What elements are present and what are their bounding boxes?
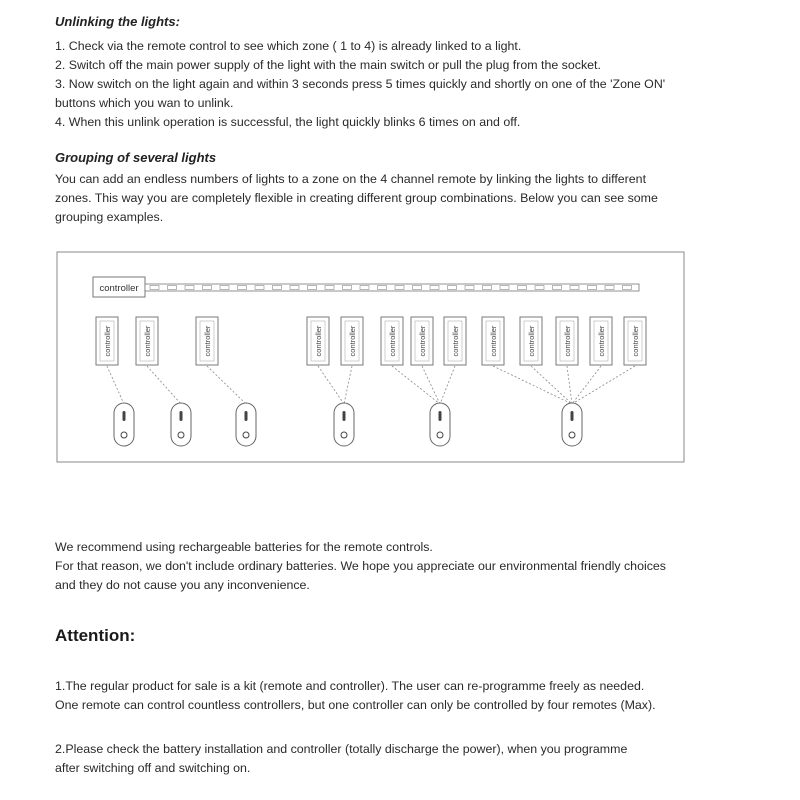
remote-icon — [334, 403, 354, 446]
batteries-note — [55, 538, 755, 595]
remote-icon — [236, 403, 256, 446]
strip-segment — [570, 286, 579, 290]
diagram-remotes — [114, 403, 582, 446]
controller-label: controller — [563, 325, 572, 357]
strip-segment — [220, 286, 229, 290]
grouping-heading: Grouping of several lights — [55, 150, 217, 165]
strip-segment — [588, 286, 597, 290]
link-wire — [392, 366, 440, 404]
diagram-controllers — [96, 317, 646, 365]
unlinking-step: 2. Switch off the main power supply of the light with the main switch or pull the plug from the socket. — [55, 58, 601, 72]
controller-label: controller — [348, 325, 357, 357]
attention-line: 1.The regular product for sale is a kit (remote and controller). The user can re-programme freely as needed. — [55, 679, 645, 693]
batteries-line: and they do not cause you any inconvenience. — [55, 578, 310, 592]
strip-segment — [465, 286, 474, 290]
strip-segment — [185, 286, 194, 290]
batteries-line: For that reason, we don't include ordinary batteries. We hope you appreciate our environmental friendly choices — [55, 559, 666, 573]
link-wire — [344, 366, 352, 404]
grouping-line: You can add an endless numbers of lights to a zone on the 4 channel remote by linking the lights to different — [55, 172, 647, 186]
controller-label: controller — [631, 325, 640, 357]
attention-item-1 — [55, 677, 750, 715]
strip-segment — [553, 286, 562, 290]
controller-box — [136, 317, 158, 365]
remote-icon — [430, 403, 450, 446]
controller-label: controller — [527, 325, 536, 357]
controller-label: controller — [597, 325, 606, 357]
unlinking-step: 4. When this unlink operation is successful, the light quickly blinks 6 times on and off. — [55, 115, 521, 129]
unlinking-step: 3. Now switch on the light again and within 3 seconds press 5 times quickly and shortly on one of the 'Zone ON' — [55, 77, 666, 91]
strip-segment — [150, 286, 159, 290]
link-wire — [147, 366, 181, 404]
unlinking-step: 1. Check via the remote control to see which zone ( 1 to 4) is already linked to a light. — [55, 39, 522, 53]
strip-segment — [273, 286, 282, 290]
controller-box — [381, 317, 403, 365]
link-wire — [493, 366, 572, 404]
controller-box — [96, 317, 118, 365]
link-wire — [318, 366, 344, 404]
strip-segment — [448, 286, 457, 290]
unlinking-step: buttons which you wan to unlink. — [55, 96, 234, 110]
controller-label: controller — [143, 325, 152, 357]
strip-bar — [145, 284, 639, 291]
strip-segment — [518, 286, 527, 290]
strip-segment — [325, 286, 334, 290]
controller-box — [444, 317, 466, 365]
link-wire — [422, 366, 440, 404]
strip-segment — [535, 286, 544, 290]
strip-segment — [308, 286, 317, 290]
strip-segment — [203, 286, 212, 290]
controller-label: controller — [103, 325, 112, 357]
strip-segment — [360, 286, 369, 290]
strip-segment — [290, 286, 299, 290]
remote-icon — [114, 403, 134, 446]
strip-segment — [483, 286, 492, 290]
link-wire — [107, 366, 124, 404]
controller-box — [556, 317, 578, 365]
remote-icon — [562, 403, 582, 446]
attention-section — [55, 626, 755, 646]
controller-label: controller — [203, 325, 212, 357]
link-wire — [440, 366, 455, 404]
attention-item-2 — [55, 740, 750, 778]
attention-line: after switching off and switching on. — [55, 761, 251, 775]
link-wire — [207, 366, 246, 404]
controller-box — [307, 317, 329, 365]
unlinking-heading: Unlinking the lights: — [55, 14, 180, 29]
attention-heading: Attention: — [55, 626, 136, 645]
controller-label: controller — [418, 325, 427, 357]
strip-segment — [500, 286, 509, 290]
strip-segment — [395, 286, 404, 290]
strip-segment — [413, 286, 422, 290]
controller-box — [196, 317, 218, 365]
controller-box — [624, 317, 646, 365]
attention-line: One remote can control countless controllers, but one controller can only be controlled by four remotes (Max). — [55, 698, 656, 712]
controller-box — [590, 317, 612, 365]
strip-segment — [378, 286, 387, 290]
controller-label: controller — [451, 325, 460, 357]
strip-controller-label: controller — [99, 283, 139, 294]
strip-segment — [343, 286, 352, 290]
strip-segment — [168, 286, 177, 290]
link-wire — [572, 366, 601, 404]
strip-segment — [623, 286, 632, 290]
controller-box — [482, 317, 504, 365]
link-wire — [567, 366, 572, 404]
strip-segment — [430, 286, 439, 290]
batteries-line: We recommend using rechargeable batteries for the remote controls. — [55, 540, 433, 554]
controller-box — [411, 317, 433, 365]
controller-label: controller — [489, 325, 498, 357]
diagram-wires — [107, 366, 635, 404]
controller-label: controller — [388, 325, 397, 357]
remote-icon — [171, 403, 191, 446]
controller-box — [520, 317, 542, 365]
link-wire — [572, 366, 635, 404]
strip-segment — [238, 286, 247, 290]
grouping-line: zones. This way you are completely flexible in creating different group combinations. Below you can see some — [55, 191, 658, 205]
strip-segment — [605, 286, 614, 290]
grouping-line: grouping examples. — [55, 210, 164, 224]
strip-segment — [255, 286, 264, 290]
controller-label: controller — [314, 325, 323, 357]
controller-box — [341, 317, 363, 365]
link-wire — [531, 366, 572, 404]
attention-line: 2.Please check the battery installation and controller (totally discharge the power), when you programme — [55, 742, 628, 756]
